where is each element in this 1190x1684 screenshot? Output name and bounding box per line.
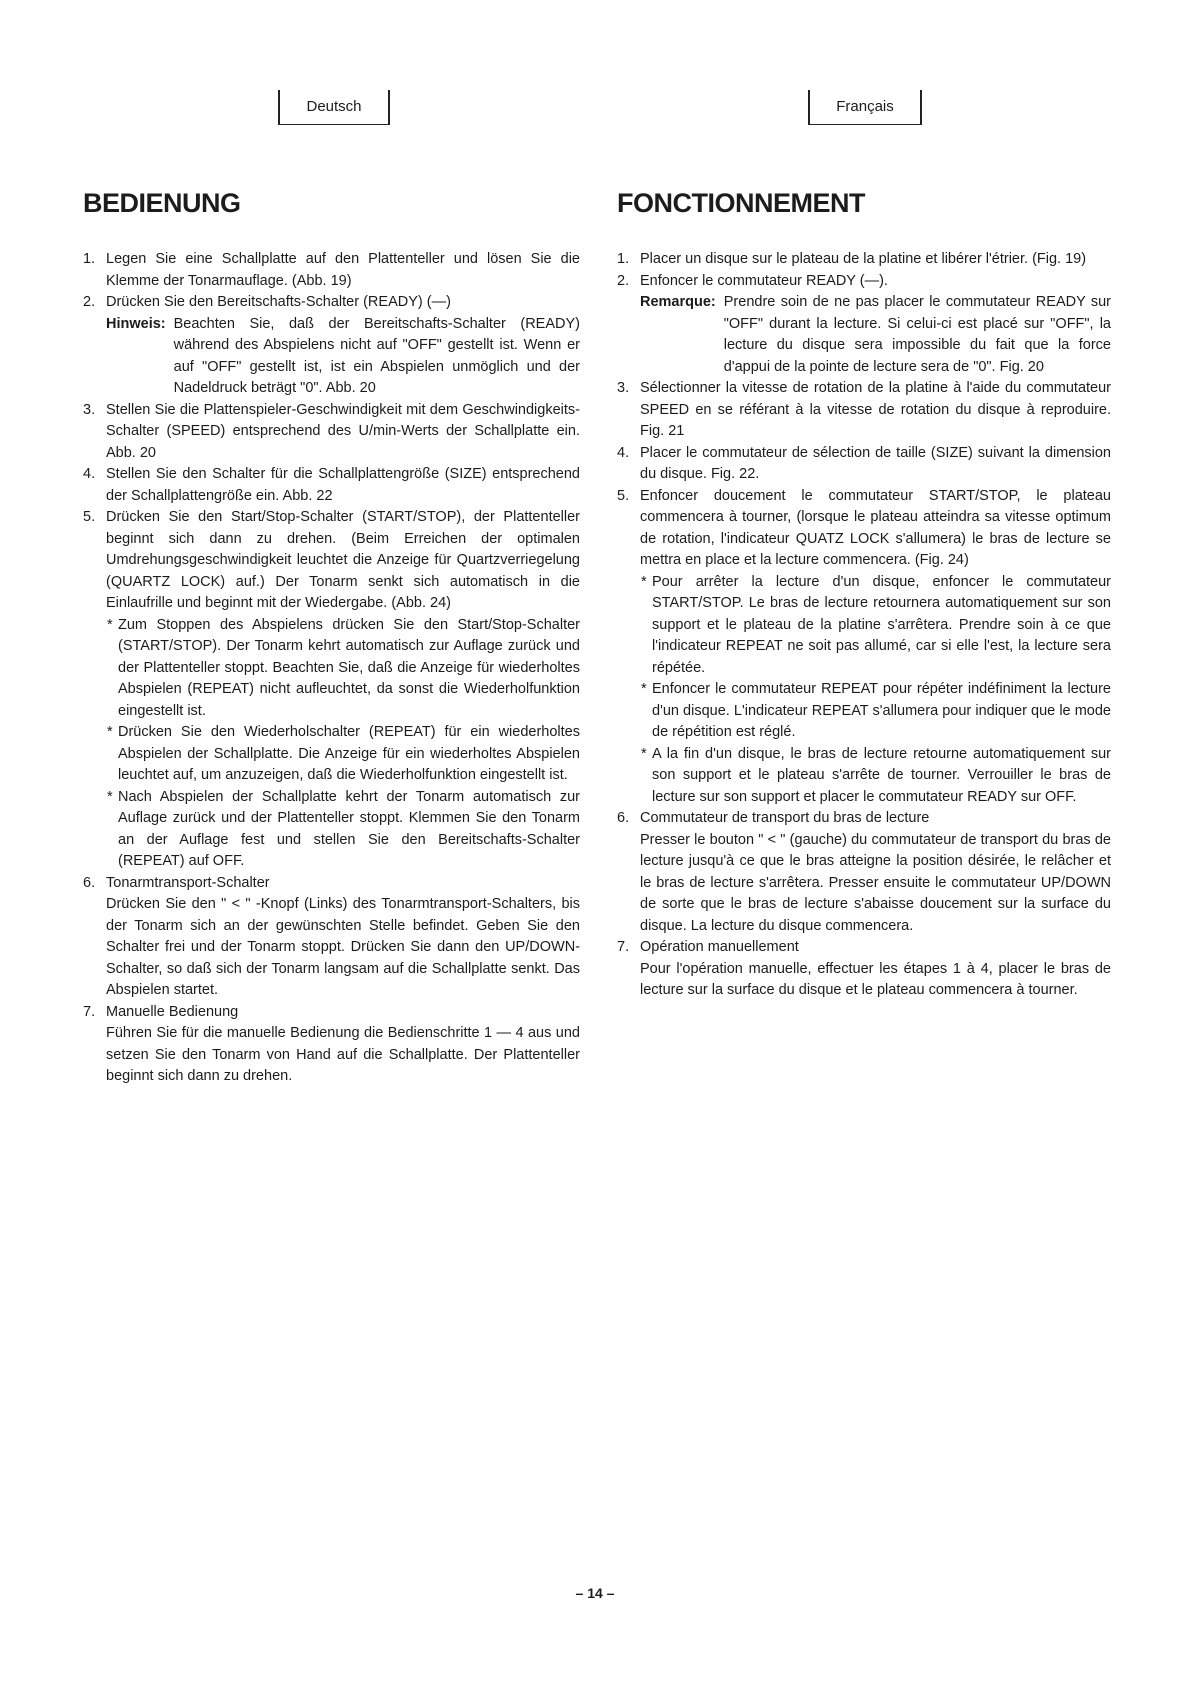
item-number: 3. [83, 401, 96, 418]
item-text: Commutateur de transport du bras de lecture [640, 810, 930, 826]
item-text: Placer le commutateur de sélection de taille (SIZE) suivant la dimension du disque. Fig. 22. [640, 444, 1111, 482]
bullet-item [640, 572, 1111, 680]
item-number: 7. [617, 939, 630, 955]
note-text: Beachten Sie, daß der Bereitschafts-Schalter (READY) während des Abspielens nicht auf "OFF" gestellt ist. Wenn er auf "OFF" gestellt ist, ist ein Abspielen unmöglich und der Nadeldruck beträgt "0". Abb. 20 [173, 315, 580, 396]
instruction-item [617, 443, 1111, 486]
instruction-item [83, 292, 580, 400]
item-text: Opération manuellement [640, 939, 799, 955]
item-number: 3. [617, 380, 630, 396]
item-body: Drücken Sie den " < " -Knopf (Links) des Tonarmtransport-Schalters, bis der Tonarm sich an der gewünschten Stelle befindet. Geben Sie den Schalter frei und der Tonarm stoppt. Drücken Sie dann den UP/DOWN-Schalter, so daß sich der Tonarm langsam auf die Schallplatte senkt. Das Abspielen startet. [106, 896, 580, 998]
note-block [640, 292, 1111, 378]
instruction-item [617, 378, 1111, 443]
language-tab-deutsch: Deutsch [278, 90, 390, 125]
bullet-mark: * [641, 745, 647, 762]
bullet-mark: * [107, 724, 113, 740]
item-text: Drücken Sie den Bereitschafts-Schalter (READY) (—) [106, 294, 451, 310]
item-text: Manuelle Bedienung [106, 1003, 239, 1020]
bullet-item [106, 615, 580, 723]
bullet-text: Drücken Sie den Wiederholschalter (REPEAT) für ein wiederholtes Abspielen der Schallplatte. Die Anzeige für ein wiederholtes Abspielen leuchtet auf, um anzuzeigen, daß die Wiederholfunktion eingestellt ist. [118, 724, 580, 783]
instruction-item [617, 249, 1111, 271]
note-label: Remarque: [640, 294, 716, 310]
item-text: Stellen Sie die Plattenspieler-Geschwindigkeit mit dem Geschwindigkeits-Schalter (SPEED) entsprechend des U/min-Werts der Schallplatte ein. Abb. 20 [106, 401, 580, 461]
instruction-item [83, 464, 580, 507]
item-body: Führen Sie für die manuelle Bedienung die Bedienschritte 1 — 4 aus und setzen Sie den Tonarm von Hand auf die Schallplatte. Der Plattenteller beginnt sich dann zu drehen. [106, 1025, 580, 1084]
note-label: Hinweis: [106, 315, 166, 332]
bullet-text: Enfoncer le commutateur REPEAT pour répéter indéfiniment la lecture d'un disque. L'indicateur REPEAT s'allumera pour indiquer que le mode de répétition est réglé. [652, 681, 1111, 740]
instruction-item [83, 873, 580, 1002]
item-body: Pour l'opération manuelle, effectuer les étapes 1 à 4, placer le bras de lecture sur la surface du disque et le plateau commencera à tourner. [640, 960, 1111, 998]
bullet-mark: * [107, 616, 113, 633]
bullet-text: Nach Abspielen der Schallplatte kehrt der Tonarm automatisch zur Auflage zurück und der Plattenteller stoppt. Klemmen Sie den Tonarm an der Auflage fest und stellen Sie den Bereitschafts-Schalter (REPEAT) auf OFF. [118, 788, 580, 869]
note-block [106, 314, 580, 400]
item-text: Sélectionner la vitesse de rotation de la platine à l'aide du commutateur SPEED en se référant à la vitesse de rotation du disque à reproduire. Fig. 21 [640, 380, 1111, 439]
item-number: 6. [617, 810, 630, 826]
item-number: 6. [83, 874, 96, 891]
instruction-item [617, 808, 1111, 937]
note-text: Prendre soin de ne pas placer le commutateur READY sur "OFF" durant la lecture. Si celui-ci est placé sur "OFF", la lecture du disque sera impossible du fait que la force d'appui de la pointe de lecture sera de "0". Fig. 20 [723, 294, 1111, 375]
item-number: 2. [83, 294, 96, 310]
instruction-item [83, 1002, 580, 1088]
item-text: Enfoncer le commutateur READY (—). [640, 272, 888, 289]
bullet-mark: * [641, 573, 647, 590]
bullet-text: A la fin d'un disque, le bras de lecture retourne automatiquement sur son support et le plateau s'arrête de tourner. Verrouiller le bras de lecture sur son support et placer le commutateur READY sur OFF. [652, 745, 1111, 805]
german-instructions-list [83, 249, 580, 1088]
bullet-item [106, 722, 580, 787]
bullet-text: Pour arrêter la lecture d'un disque, enfoncer le commutateur START/STOP. Le bras de lecture retournera automatiquement sur son support et le plateau de la platine s'arrêtera. Prendre soin à ce que l'indicateur REPEAT ne soit pas allumé, car si elle l'est, la lecture sera répétée. [652, 573, 1111, 676]
french-instructions-list [617, 249, 1111, 1002]
item-text: Placer un disque sur le plateau de la platine et libérer l'étrier. (Fig. 19) [640, 251, 1087, 267]
item-text: Drücken Sie den Start/Stop-Schalter (START/STOP), der Plattenteller beginnt sich dann zu drehen. (Beim Erreichen der optimalen Umdrehungsgeschwindigkeit leuchtet die Anzeige für Quartzverriegelung (QUARTZ LOCK) auf.) Der Tonarm senkt sich automatisch in die Einlaufrille und beginnt mit der Wiedergabe. (Abb. 24) [106, 509, 580, 611]
instruction-item [617, 937, 1111, 1002]
french-column [617, 188, 1111, 1002]
page-number: – 14 – [575, 1585, 615, 1601]
german-column [83, 188, 580, 1088]
instruction-item [83, 507, 580, 873]
french-title: FONCTIONNEMENT [617, 188, 865, 218]
item-number: 5. [83, 509, 96, 525]
instruction-item [617, 486, 1111, 809]
item-text: Legen Sie eine Schallplatte auf den Plattenteller und lösen Sie die Klemme der Tonarmauflage. (Abb. 19) [106, 251, 580, 289]
item-body: Presser le bouton " < " (gauche) du commutateur de transport du bras de lecture jusqu'à ce que le bras atteigne la position désirée, le relâcher et le bras de lecture s'arrêtera. Presser ensuite le commutateur UP/DOWN de sorte que le bras de lecture s'abaisse doucement sur la surface du disque. La lecture du disque commencera. [640, 831, 1111, 934]
german-title: BEDIENUNG [83, 188, 241, 218]
language-tab-francais: Français [808, 90, 922, 125]
bullet-item [640, 679, 1111, 744]
item-text: Tonarmtransport-Schalter [106, 874, 270, 891]
item-number: 1. [617, 251, 630, 267]
item-text: Stellen Sie den Schalter für die Schallplattengröße (SIZE) entsprechend der Schallplattengröße ein. Abb. 22 [106, 466, 580, 504]
item-number: 2. [617, 272, 630, 289]
item-number: 1. [83, 251, 96, 267]
item-text: Enfoncer doucement le commutateur START/STOP, le plateau commencera à tourner, (lorsque le plateau atteindra sa vitesse optimum de rotation, l'indicateur QUATZ LOCK s'allumera) le bras de lecture se mettra en place et la lecture commencera. (Fig. 24) [640, 487, 1111, 568]
bullet-mark: * [107, 788, 113, 805]
item-number: 7. [83, 1003, 96, 1020]
instruction-item [83, 249, 580, 292]
instruction-item [617, 271, 1111, 379]
item-number: 4. [617, 444, 630, 461]
bullet-mark: * [641, 681, 647, 697]
bullet-item [106, 787, 580, 873]
item-number: 4. [83, 466, 96, 482]
item-number: 5. [617, 487, 630, 504]
instruction-item [83, 400, 580, 465]
bullet-text: Zum Stoppen des Abspielens drücken Sie den Start/Stop-Schalter (START/STOP). Der Tonarm kehrt automatisch zur Auflage zurück und der Plattenteller stoppt. Beachten Sie, daß die Anzeige für wiederholtes Abspielen (REPEAT) nicht aufleuchtet, da sonst die Wiederholfunktion eingestellt ist. [118, 616, 580, 719]
bullet-item [640, 744, 1111, 809]
